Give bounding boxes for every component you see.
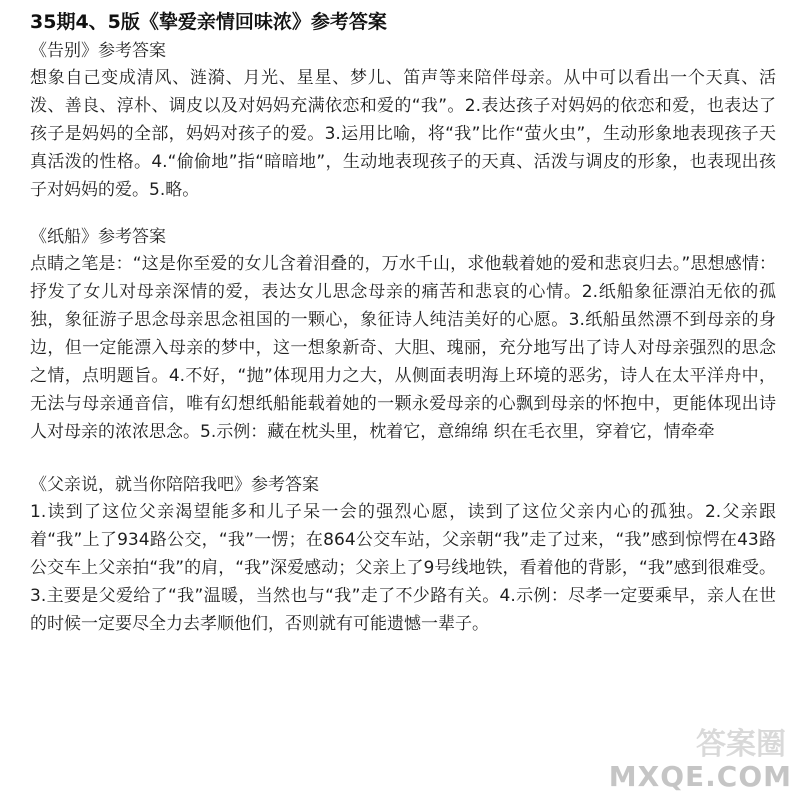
- section-heading-farewell: 《告别》参考答案: [30, 41, 166, 61]
- watermark-logo-text: 答案圈: [696, 727, 786, 762]
- document-title: 35期4、5版《挚爱亲情回味浓》参考答案: [30, 11, 387, 33]
- section-body-farewell: 想象自己变成清风、涟漪、月光、星星、梦儿、笛声等来陪伴母亲。从中可以看出一个天真、活泼、善良、淳朴、调皮以及对妈妈充满依恋和爱的“我”。2.表达孩子对妈妈的依恋和爱，也表达了孩子是妈妈的全部，妈妈对孩子的爱。3.运用比喻，将“我”比作“萤火虫”，生动形象地表现孩子天真活泼的性格。4.“偷偷地”指“暗暗地”，生动地表现孩子的天真、活泼与调皮的形象，也表现出孩子对妈妈的爱。5.略。: [30, 68, 776, 200]
- section-body-father: 1.读到了这位父亲渴望能多和儿子呆一会的强烈心愿，读到了这位父亲内心的孤独。2.父亲跟着“我”上了934路公交，“我”一愣；在864公交车站，父亲朝“我”走了过来，“我”感到惊愕在43路公交车上父亲拍“我”的肩，“我”深爱感动；父亲上了9号线地铁，看着他的背影，“我”感到很难受。3.主要是父爱给了“我”温暖，当然也与“我”走了不少路有关。4.示例：尽孝一定要乘早，亲人在世的时候一定要尽全力去孝顺他们，否则就有可能遗憾一辈子。: [30, 502, 776, 634]
- watermark-site-text: MXQE.COM: [608, 760, 792, 793]
- section-body-paper-boat: 点睛之笔是：“这是你至爱的女儿含着泪叠的，万水千山，求他载着她的爱和悲哀归去。”思想感情：抒发了女儿对母亲深情的爱，表达女儿思念母亲的痛苦和悲哀的心情。2.纸船象征漂泊无依的孤独，象征游子思念母亲思念祖国的一颗心，象征诗人纯洁美好的心愿。3.纸船虽然漂不到母亲的身边，但一定能漂入母亲的梦中，这一想象新奇、大胆、瑰丽，充分地写出了诗人对母亲强烈的思念之情，点明题旨。4.不好，“抛”体现用力之大，从侧面表明海上环境的恶劣，诗人在太平洋舟中，无法与母亲通音信，唯有幻想纸船能载着她的一颗永爱母亲的心飘到母亲的怀抱中，更能体现出诗人对母亲的浓浓思念。5.示例：藏在枕头里，枕着它，意绵绵 织在毛衣里，穿着它，情牵牵: [30, 254, 776, 442]
- section-heading-father: 《父亲说，就当你陪陪我吧》参考答案: [30, 475, 319, 495]
- section-spacer: [30, 204, 776, 224]
- section-heading-paper-boat: 《纸船》参考答案: [30, 227, 166, 247]
- section-spacer: [30, 446, 776, 472]
